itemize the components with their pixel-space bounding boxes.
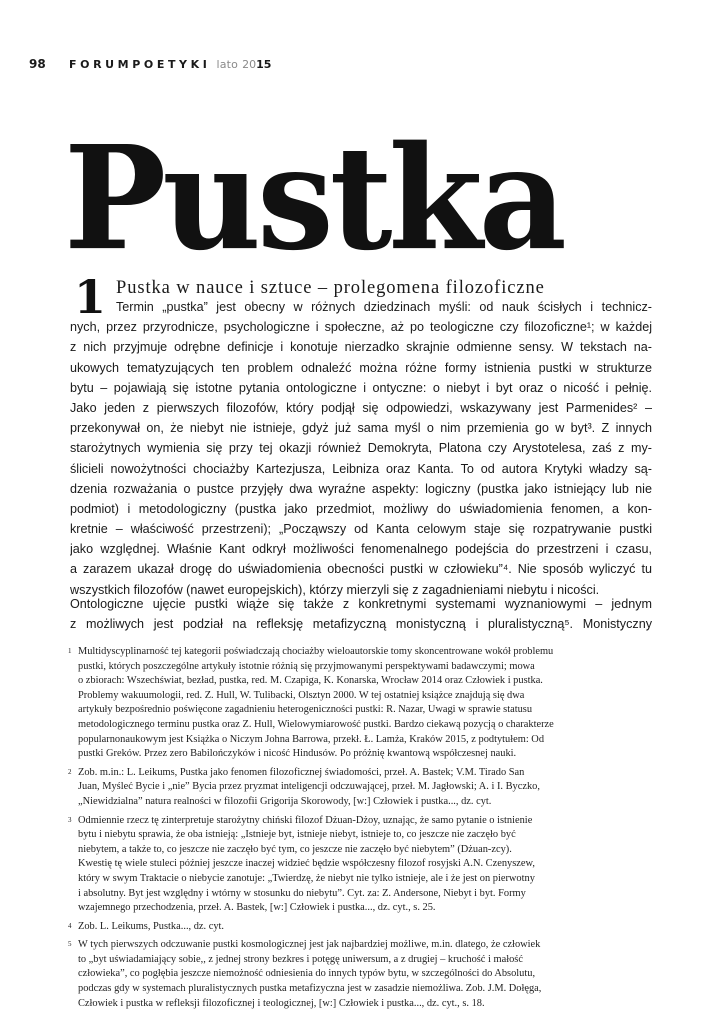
- footnote-number: 3: [68, 815, 72, 824]
- footnote-line: metodologicznego terminu pustka oraz Z. Hull, Wielowymiarowość pustki. Bardzo ciekawą pozycją o charakterze: [78, 718, 554, 730]
- text-line: kretnie – właściwość przestrzeni); „Począwszy od Kanta celowym staje się rozpatrywanie pustki: [70, 522, 652, 537]
- text-line: Ontologiczne ujęcie pustki wiąże się także z konkretnymi systemami wyznaniowymi – jednym: [70, 597, 652, 611]
- footnote-line: to „byt uświadamiający sobie,, z jednej strony bezkres i potęgę uniwersum, a z drugiej – kruchość i małość: [78, 953, 523, 965]
- section-title: Pustka w nauce i sztuce – prolegomena filozoficzne: [116, 278, 545, 298]
- text-line: ukowych tematyzujących ten problem odnaleźć można różne formy istnienia pustki w strukturze: [70, 360, 652, 375]
- text-line: podmiot) i metodologiczny (pustka jako przedmiot, możliwy do uświadomienia fenomen, a kon-: [70, 501, 652, 516]
- page-number: 98: [29, 57, 46, 71]
- footnote-number: 4: [68, 921, 72, 930]
- footnote-number: 2: [68, 767, 72, 776]
- footnote-3: [68, 814, 658, 916]
- text-line: przekonywał on, że niebyt nie istnieje, gdyż już sama myśl o nim przemienia go w byt³. Z innych: [70, 421, 652, 436]
- footnote-number: 1: [68, 647, 72, 655]
- issue-year-end: 15: [256, 57, 272, 71]
- footnote-line: Kwestię tę wiele stuleci później jeszcze inaczej widzieć będzie współczesny filozof rosyjski A.N. Czenyszew,: [78, 858, 535, 870]
- footnote-line: W tych pierwszych odczuwanie pustki kosmologicznej jest jak najbardziej możliwe, m.in. dlatego, że człowiek: [78, 939, 541, 951]
- paragraph-1: [70, 297, 652, 600]
- running-head: [29, 57, 271, 71]
- footnote-line: Multidyscyplinarność tej kategorii poświadczają chociażby wieloautorskie tomy skoncentrowane wokół problemu: [78, 646, 554, 657]
- footnote-line: pustki Greków. Przez zero Babilończyków i nicość Hindusów. Po próżnię kwantową współczesnej nauki.: [78, 748, 517, 760]
- text-line: z nich przyjmuje odrębne definicje i konotuje nierzadko skrajnie odmienne sensy. W tekstach na-: [70, 340, 652, 355]
- footnote-line: który w swym Traktacie o niebycie zanotuje: „Twierdzę, że niebyt nie tylko istnieje, ale i że jest on pierwotny: [78, 872, 535, 884]
- footnote-line: człowieka”, co pogłębia jeszcze niemożność odniesienia do innych typów bytu, w szczególności do Absolutu,: [78, 968, 536, 980]
- journal-name-poetyki: POETYKI: [132, 57, 211, 71]
- issue-season: lato: [216, 57, 239, 71]
- text-line: jako względnej. Właśnie Kant odkrył możliwości fenomenalnego podejścia do przestrzeni i czasu,: [70, 542, 652, 557]
- footnote-line: pustki, których poszczególne artykuły istotnie różnią się przyjmowanymi perspektywami badawczymi; mowa: [78, 660, 535, 672]
- article-title: Pustka: [64, 114, 563, 283]
- text-line: wszystkich filozofów (nawet europejskich), którzy mierzyli się z zagadnieniami niebytu i nicości.: [70, 582, 600, 597]
- footnote-2: [68, 766, 658, 810]
- footnote-4: [68, 920, 658, 935]
- footnote-line: popularnonaukowym jest Książka o Niczym Johna Barrowa, przekł. Ł. Lamża, Kraków 2015, z podtytułem: Od: [78, 733, 545, 745]
- footnote-line: wzajemnego przechodzenia, przeł. A. Bastek, [w:] Człowiek i pustka..., dz. cyt., s. 25.: [78, 902, 436, 914]
- footnotes: [68, 645, 658, 1015]
- text-line: Termin „pustka” jest obecny w różnych dziedzinach myśli: od nauk ścisłych i technicz-: [116, 300, 652, 314]
- text-line: z możliwych jest podział na refleksję metafizyczną monistyczną i pluralistyczną⁵. Monistyczny: [70, 617, 652, 632]
- footnote-line: Problemy wakuumologii, red. Z. Hull, W. Tulibacki, Olsztyn 2000. W tej ostatniej książce znajdują się dwa: [78, 689, 525, 701]
- text-line: bytu – pojawiają się istotne pytania ontologiczne i ontyczne: o niebyt i byt oraz o nicość i pełnię.: [70, 380, 652, 395]
- footnote-line: Człowiek i pustka w refleksji filozoficznej i teologicznej, [w:] Człowiek i pustka..., dz. cyt., s. 18.: [78, 997, 485, 1009]
- footnote-line: bytu i niebytu sprawia, że oba istnieją: „Istnieje byt, istnieje niebyt, istnieje to, co jeszcze nie zaczęło być: [78, 829, 516, 841]
- text-line: dzenia rozważania o pustce przyjęły dwa wyraźne aspekty: logiczny (pustka jako istniejący lub nie: [70, 481, 652, 496]
- footnote-line: podczas gdy w systemach pluralistycznych pustka metafizyczna jest w zasadzie niemożliwa. Zob. J.M. Dołęga,: [78, 983, 542, 995]
- footnote-line: i absolutny. Byt jest względny i wtórny w stosunku do niebytu”. Cyt. za: Z. Andersone, Niebyt i byt. Formy: [78, 887, 526, 899]
- text-line: ślicieli nowożytności chociażby Kartezjusza, Leibniza oraz Kanta. To od autora Krytyki władzy są-: [70, 461, 652, 476]
- footnote-line: o zbiorach: Wszechświat, bezład, pustka, red. M. Czapiga, K. Konarska, Wrocław 2014 oraz Człowiek i pustka.: [78, 675, 543, 687]
- text-line: starożytnych wymienia się przy tej okazji również Demokryta, Platona czy Arystotelesa, zaś z my-: [70, 441, 652, 456]
- section-number: 1: [74, 270, 107, 324]
- footnote-1: [68, 645, 658, 762]
- text-line: a zarazem ukazał drogę do uświadomienia obecności pustki w człowieku”⁴. Nie sposób wyliczyć tu: [70, 562, 652, 577]
- text-line: nych, przez przyrodnicze, psychologiczne i społeczne, aż po teologiczne czy filozoficzne¹; w każdej: [70, 320, 652, 335]
- footnote-number: 5: [68, 940, 72, 949]
- text-line: Jako jeden z pierwszych filozofów, który podjął się odpowiedzi, wskazywany jest Parmenides² –: [70, 400, 652, 415]
- journal-name-forum: FORUM: [69, 57, 133, 71]
- issue-year-start: 20: [242, 57, 257, 71]
- footnote-5: [68, 938, 658, 1011]
- footnote-line: „Niewidzialna” natura realności w filozofii Grigorija Skorowody, [w:] Człowiek i pustka..., dz. cyt.: [78, 795, 492, 807]
- footnote-line: Odmiennie rzecz tę zinterpretuje starożytny chiński filozof Dżuan-Dżoy, uznając, że samo pytanie o istnienie: [78, 814, 533, 826]
- paragraph-2: [70, 594, 652, 634]
- footnote-line: Zob. m.in.: L. Leikums, Pustka jako fenomen filozoficznej świadomości, przeł. A. Bastek; V.M. Tirado San: [78, 766, 525, 778]
- footnote-line: Juan, Myśleć Bycie i „nie” Bycia przez pryzmat inteligencji odczuwającej, przeł. M. Jagłowski; A. i I. Byczko,: [78, 781, 540, 793]
- footnote-line: Zob. L. Leikums, Pustka..., dz. cyt.: [78, 920, 225, 932]
- footnote-line: niebytem, a także to, co jeszcze nie zaczęło być tym, co jeszcze nie zaczęło być niebytem” (Dżuan-zcy).: [78, 843, 512, 855]
- footnote-line: artykuły bezpośrednio poświęcone zagadnieniu heterogeniczności pustki: R. Nazar, Uwagi w sprawie statusu: [78, 704, 533, 716]
